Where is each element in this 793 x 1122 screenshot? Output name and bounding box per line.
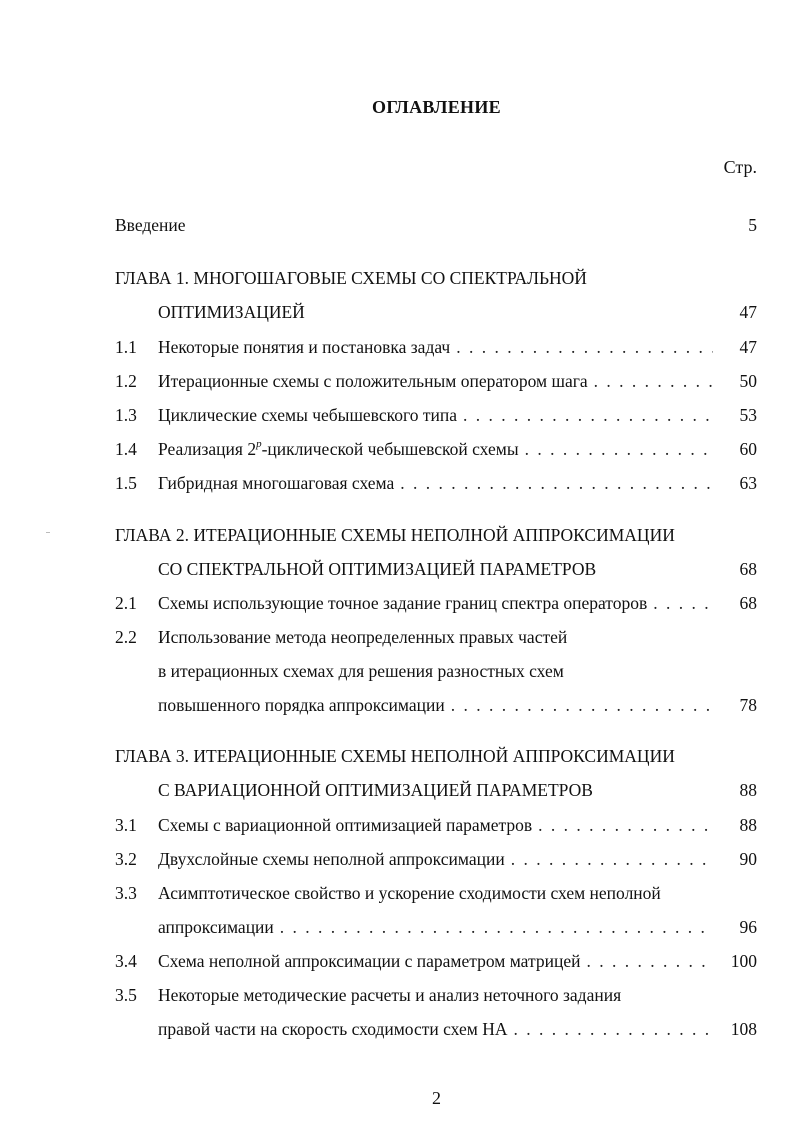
- toc-entry-text: в итерационных схемах для решения разностных схем: [158, 661, 564, 681]
- toc-entry-page: 78: [739, 695, 757, 715]
- toc-entry-text: Схемы использующие точное задание границ спектра операторов: [158, 593, 648, 613]
- leader-dots: [400, 470, 713, 496]
- toc-entry-text: Асимптотическое свойство и ускорение сходимости схем неполной: [158, 883, 661, 903]
- leader-dots: [594, 368, 713, 394]
- toc-entry-3-5-cont: [158, 1016, 719, 1042]
- text-part: -циклической чебышевской схемы: [261, 439, 519, 459]
- toc-entry-text: [158, 436, 519, 462]
- toc-entry-page: 63: [739, 473, 757, 493]
- toc-entry-text: Некоторые понятия и постановка задач: [158, 337, 451, 357]
- chapter-3-heading-cont: [158, 777, 593, 803]
- section-number: 2.2: [115, 627, 137, 647]
- superscript-p: p: [256, 438, 262, 450]
- toc-entry-3-3-cont: [158, 914, 719, 940]
- toc-entry-page: 60: [739, 439, 757, 459]
- toc-entry-text: Двухслойные схемы неполной аппроксимации: [158, 849, 505, 869]
- toc-entry-intro: [115, 212, 703, 238]
- toc-entry-text: Итерационные схемы с положительным оператором шага: [158, 371, 588, 391]
- chapter-2-page: 68: [739, 559, 757, 579]
- toc-entry-text: Некоторые методические расчеты и анализ неточного задания: [158, 985, 622, 1005]
- toc-entry-page: 47: [739, 337, 757, 357]
- toc-entry-2-1: [158, 590, 719, 616]
- section-number: 3.2: [115, 849, 137, 869]
- toc-entry-text: аппроксимации: [158, 917, 274, 937]
- toc-entry-page: 108: [730, 1019, 757, 1039]
- page-number: 2: [432, 1088, 441, 1108]
- chapter-heading-text: ГЛАВА 2. ИТЕРАЦИОННЫЕ СХЕМЫ НЕПОЛНОЙ АППРОКСИМАЦИИ: [115, 525, 675, 545]
- toc-entry-3-4: [158, 948, 719, 974]
- section-number: 1.4: [115, 439, 137, 459]
- toc-entry-1-2: [158, 368, 719, 394]
- toc-entry-1-1: [158, 334, 719, 360]
- page-title: ОГЛАВЛЕНИЕ: [372, 97, 501, 117]
- leader-dots: [463, 402, 713, 428]
- chapter-1-heading-cont: [158, 299, 305, 325]
- leader-dots: [538, 812, 713, 838]
- section-number: 3.4: [115, 951, 137, 971]
- chapter-1-page: 47: [739, 302, 757, 322]
- section-number: 3.3: [115, 883, 137, 903]
- toc-entry-2-2-cont: [158, 692, 719, 718]
- toc-entry-text: повышенного порядка аппроксимации: [158, 695, 445, 715]
- toc-entry-text: Введение: [115, 215, 186, 235]
- leader-dots: [525, 436, 713, 462]
- chapter-2-heading: [115, 522, 675, 548]
- chapter-heading-text: ОПТИМИЗАЦИЕЙ: [158, 302, 305, 322]
- toc-entry-3-5: [158, 982, 621, 1008]
- toc-entry-page: 68: [739, 593, 757, 613]
- toc-entry-3-3: [158, 880, 661, 906]
- leader-dots: [280, 914, 713, 940]
- leader-dots: [456, 334, 713, 360]
- chapter-3-page: 88: [739, 780, 757, 800]
- chapter-heading-text: ГЛАВА 1. МНОГОШАГОВЫЕ СХЕМЫ СО СПЕКТРАЛЬНОЙ: [115, 268, 587, 288]
- toc-entry-page: 90: [739, 849, 757, 869]
- toc-entry-page: 96: [739, 917, 757, 937]
- section-number: 2.1: [115, 593, 137, 613]
- toc-entry-page: 53: [739, 405, 757, 425]
- toc-entry-text: правой части на скорость сходимости схем НА: [158, 1019, 508, 1039]
- toc-entry-text: Циклические схемы чебышевского типа: [158, 405, 457, 425]
- page-column-label: Стр.: [723, 157, 757, 177]
- section-number: 1.1: [115, 337, 137, 357]
- toc-entry-2-2-cont: [158, 658, 564, 684]
- toc-entry-text: Схема неполной аппроксимации с параметром матрицей: [158, 951, 581, 971]
- leader-dots: [511, 846, 713, 872]
- leader-dots: [451, 692, 713, 718]
- scan-mark: [46, 532, 50, 533]
- leader-dots: [586, 948, 713, 974]
- toc-entry-1-3: [158, 402, 719, 428]
- toc-entry-text: Схемы с вариационной оптимизацией параметров: [158, 815, 533, 835]
- chapter-heading-text: СО СПЕКТРАЛЬНОЙ ОПТИМИЗАЦИЕЙ ПАРАМЕТРОВ: [158, 559, 597, 579]
- toc-entry-text: Гибридная многошаговая схема: [158, 473, 395, 493]
- toc-entry-page: 5: [748, 215, 757, 235]
- chapter-2-heading-cont: [158, 556, 596, 582]
- section-number: 1.2: [115, 371, 137, 391]
- toc-entry-1-5: [158, 470, 719, 496]
- text-part: Реализация 2: [158, 439, 257, 459]
- toc-entry-2-2: [158, 624, 567, 650]
- toc-entry-page: 50: [739, 371, 757, 391]
- section-number: 3.5: [115, 985, 137, 1005]
- toc-entry-page: 88: [739, 815, 757, 835]
- chapter-heading-text: ГЛАВА 3. ИТЕРАЦИОННЫЕ СХЕМЫ НЕПОЛНОЙ АППРОКСИМАЦИИ: [115, 746, 675, 766]
- leader-dots: [653, 590, 713, 616]
- toc-entry-3-1: [158, 812, 719, 838]
- toc-entry-text: Использование метода неопределенных правых частей: [158, 627, 568, 647]
- section-number: 1.5: [115, 473, 137, 493]
- chapter-1-heading: [115, 265, 587, 291]
- chapter-heading-text: С ВАРИАЦИОННОЙ ОПТИМИЗАЦИЕЙ ПАРАМЕТРОВ: [158, 780, 593, 800]
- toc-entry-1-4: [158, 436, 719, 462]
- chapter-3-heading: [115, 743, 675, 769]
- section-number: 3.1: [115, 815, 137, 835]
- toc-entry-page: 100: [730, 951, 757, 971]
- section-number: 1.3: [115, 405, 137, 425]
- leader-dots: [513, 1016, 713, 1042]
- toc-entry-3-2: [158, 846, 719, 872]
